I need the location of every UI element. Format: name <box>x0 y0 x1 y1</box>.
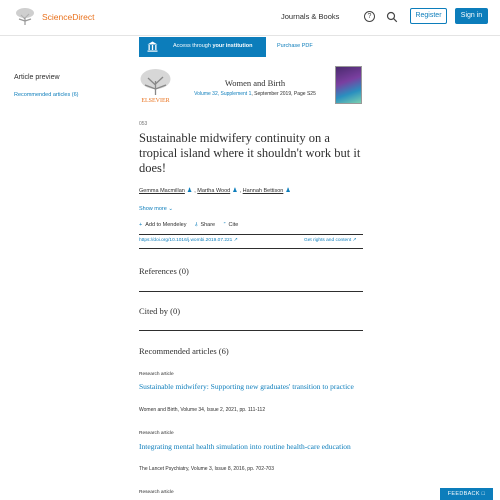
doi-text: https://doi.org/10.1016/j.wombi.2019.07.221 <box>139 238 233 243</box>
access-institution: your institution <box>212 43 253 49</box>
recommended-article-title[interactable]: Sustainable midwifery: Supporting new graduates' transition to practice <box>139 382 354 391</box>
author-list <box>139 187 293 194</box>
sciencedirect-brand[interactable]: ScienceDirect <box>42 12 95 22</box>
show-more-button[interactable] <box>139 206 173 212</box>
article-number: 053 <box>139 121 148 127</box>
institution-icon <box>147 41 158 52</box>
author-separator: , <box>239 188 243 194</box>
article-title: Sustainable midwifery continuity on a tropical island where it shouldn't work but it does! <box>139 131 361 175</box>
person-icon[interactable]: ♟ <box>285 188 291 194</box>
author-link[interactable]: Gemma Macmillan <box>139 188 185 194</box>
article-actions <box>139 222 245 229</box>
mendeley-label: Add to Mendeley <box>145 222 187 228</box>
divider <box>139 248 363 249</box>
journal-cover-image[interactable] <box>335 66 362 104</box>
person-icon[interactable]: ♟ <box>186 188 193 194</box>
rights-link[interactable] <box>304 238 357 243</box>
recommended-type-label: Research article <box>139 431 174 436</box>
recommended-article-title[interactable]: Integrating mental health simulation into routine health-care education <box>139 442 351 451</box>
add-to-mendeley-button[interactable] <box>139 222 187 228</box>
access-text <box>173 43 252 49</box>
register-button[interactable]: Register <box>410 8 447 24</box>
doi-link[interactable] <box>139 238 238 243</box>
access-prefix: Access through <box>173 43 213 49</box>
author-separator: , <box>194 188 198 194</box>
search-icon[interactable] <box>386 11 398 23</box>
elsevier-tree-logo-icon[interactable] <box>14 7 36 27</box>
author-link[interactable]: Hannah Bettison <box>242 188 284 194</box>
person-icon[interactable]: ♟ <box>232 188 238 194</box>
chevron-down-icon: ⌄ <box>168 206 173 212</box>
journal-name[interactable]: Women and Birth <box>224 78 286 88</box>
journals-books-link[interactable]: Journals & Books <box>281 12 340 21</box>
rights-text: Get rights and content <box>304 238 352 243</box>
cite-button[interactable] <box>224 222 239 228</box>
sign-in-button[interactable]: Sign in <box>455 8 488 24</box>
feedback-label: FEEDBACK <box>447 491 480 497</box>
author-link[interactable]: Martha Wood <box>197 188 231 194</box>
sidebar-article-preview[interactable]: Article preview <box>14 74 60 81</box>
recommended-article-source: Women and Birth, Volume 34, Issue 2, 2021, pp. 111-112 <box>139 407 266 413</box>
plus-icon: + <box>139 222 143 228</box>
quote-icon: ” <box>223 222 226 228</box>
chat-icon: □ <box>481 491 486 497</box>
elsevier-publisher-logo-icon[interactable] <box>138 67 173 104</box>
divider <box>139 291 363 292</box>
purchase-pdf-link[interactable]: Purchase PDF <box>277 43 313 49</box>
top-bar <box>0 0 500 36</box>
feedback-button[interactable] <box>440 488 493 500</box>
sidebar-recommended-link[interactable]: Recommended articles (6) <box>14 92 79 98</box>
volume-link[interactable]: Volume 32, Supplement 1 <box>194 91 252 97</box>
share-label: Share <box>200 222 216 228</box>
recommended-type-label: Research article <box>139 372 174 377</box>
external-link-icon: ↗ <box>352 238 357 243</box>
journal-meta-rest: , September 2019, Page S25 <box>251 91 316 97</box>
references-heading: References (0) <box>139 266 189 276</box>
show-more-label: Show more <box>139 206 167 212</box>
recommended-type-label: Research article <box>139 490 174 495</box>
external-link-icon: ↗ <box>233 238 238 243</box>
recommended-heading: Recommended articles (6) <box>139 346 229 356</box>
cited-by-heading: Cited by (0) <box>139 306 181 316</box>
share-button[interactable] <box>195 222 215 228</box>
access-through-institution-button[interactable] <box>139 37 266 57</box>
journal-meta <box>180 91 330 97</box>
publisher-name: ELSEVIER <box>141 98 170 104</box>
divider <box>139 234 363 235</box>
share-icon: ⫰ <box>195 222 198 228</box>
divider <box>139 330 363 331</box>
help-icon[interactable]: ? <box>364 11 375 22</box>
recommended-article-source: The Lancet Psychiatry, Volume 3, Issue 8, 2016, pp. 702-703 <box>139 466 274 472</box>
cite-label: Cite <box>228 222 239 228</box>
